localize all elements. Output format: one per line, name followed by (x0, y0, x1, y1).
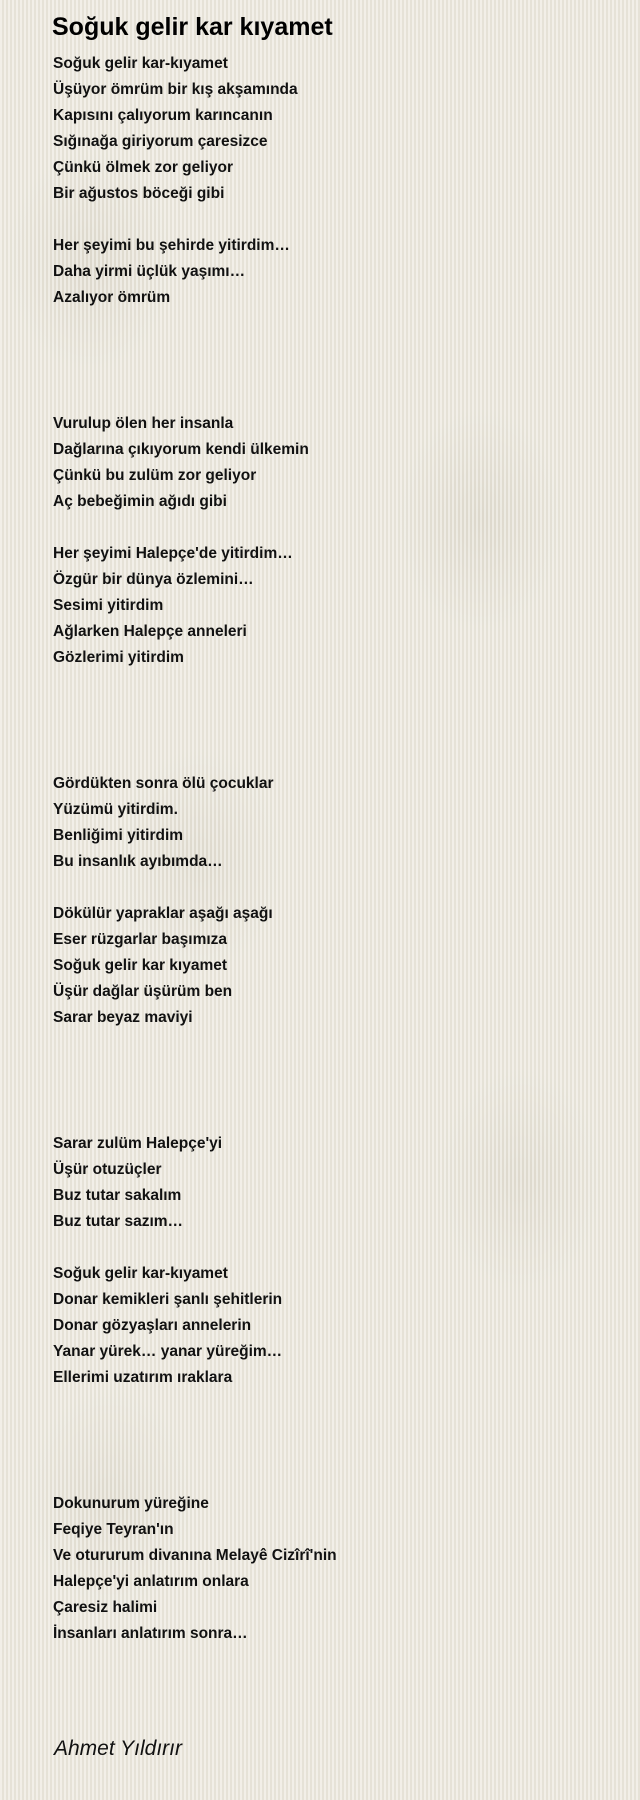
poem-line: Gördükten sonra ölü çocuklar (53, 775, 274, 792)
stanza (53, 1261, 613, 1391)
stanza-gap (53, 1235, 613, 1261)
poem-line: Feqiye Teyran'ın (53, 1521, 174, 1538)
poem-author: Ahmet Yıldırır (54, 1737, 182, 1760)
poem-line: Her şeyimi bu şehirde yitirdim… (53, 237, 290, 254)
poem-line: Kapısını çalıyorum karıncanın (53, 107, 273, 124)
poem-line: Sarar beyaz maviyi (53, 1009, 193, 1026)
poem-line: Donar kemikleri şanlı şehitlerin (53, 1291, 283, 1308)
stanza (53, 51, 613, 207)
poem-line: Buz tutar sazım… (53, 1213, 184, 1230)
section-gap (53, 1031, 613, 1131)
section-gap (53, 1391, 613, 1491)
poem-line: Dökülür yapraklar aşağı aşağı (53, 905, 273, 922)
stanza (53, 541, 613, 671)
poem-line: Donar gözyaşları annelerin (53, 1317, 252, 1334)
poem-line: Eser rüzgarlar başımıza (53, 931, 228, 948)
poem-line: Dağlarına çıkıyorum kendi ülkemin (53, 441, 309, 458)
stanza (53, 771, 613, 875)
poem-line: Sesimi yitirdim (53, 597, 164, 614)
poem-line: Üşüyor ömrüm bir kış akşamında (53, 81, 298, 98)
poem-line: Bir ağustos böceği gibi (53, 185, 225, 202)
poem-line: Vurulup ölen her insanla (53, 415, 234, 432)
poem-line: Aç bebeğimin ağıdı gibi (53, 493, 227, 510)
poem-line: Ellerimi uzatırım ıraklara (53, 1369, 233, 1386)
poem-line: Gözlerimi yitirdim (53, 649, 184, 666)
poem-line: Yanar yürek… yanar yüreğim… (53, 1343, 283, 1360)
poem-line: Çünkü bu zulüm zor geliyor (53, 467, 257, 484)
stanza (53, 1131, 613, 1235)
poem-line: Çaresiz halimi (53, 1599, 158, 1616)
stanza (53, 233, 613, 311)
poem-line: Sarar zulüm Halepçe'yi (53, 1135, 223, 1152)
stanza (53, 411, 613, 515)
stanza-gap (53, 515, 613, 541)
poem-title: Soğuk gelir kar kıyamet (52, 13, 333, 41)
poem-line: Sığınağa giriyorum çaresizce (53, 133, 268, 150)
poem-line: Ve otururum divanına Melayê Cizîrî'nin (53, 1547, 337, 1564)
poem-line: Her şeyimi Halepçe'de yitirdim… (53, 545, 293, 562)
section-gap (53, 671, 613, 771)
poem-line: Üşür otuzüçler (53, 1161, 162, 1178)
stanza (53, 901, 613, 1031)
poem-line: Buz tutar sakalım (53, 1187, 182, 1204)
poem-line: Bu insanlık ayıbımda… (53, 853, 223, 870)
stanza-gap (53, 875, 613, 901)
poem-body (53, 51, 613, 1647)
poem-line: Soğuk gelir kar-kıyamet (53, 1265, 228, 1282)
poem-line: Ağlarken Halepçe anneleri (53, 623, 247, 640)
poem-line: Benliğimi yitirdim (53, 827, 184, 844)
poem-line: Daha yirmi üçlük yaşımı… (53, 263, 246, 280)
poem-line: Halepçe'yi anlatırım onlara (53, 1573, 249, 1590)
section-gap (53, 311, 613, 411)
poem-line: Dokunurum yüreğine (53, 1495, 209, 1512)
poem-line: Özgür bir dünya özlemini… (53, 571, 254, 588)
poem-line: İnsanları anlatırım sonra… (53, 1625, 248, 1642)
stanza (53, 1491, 613, 1647)
poem-line: Soğuk gelir kar-kıyamet (53, 55, 228, 72)
poem-line: Üşür dağlar üşürüm ben (53, 983, 233, 1000)
poem-line: Soğuk gelir kar kıyamet (53, 957, 228, 974)
poem-line: Çünkü ölmek zor geliyor (53, 159, 234, 176)
stanza-gap (53, 207, 613, 233)
poem-line: Azalıyor ömrüm (53, 289, 171, 306)
poem-line: Yüzümü yitirdim. (53, 801, 178, 818)
